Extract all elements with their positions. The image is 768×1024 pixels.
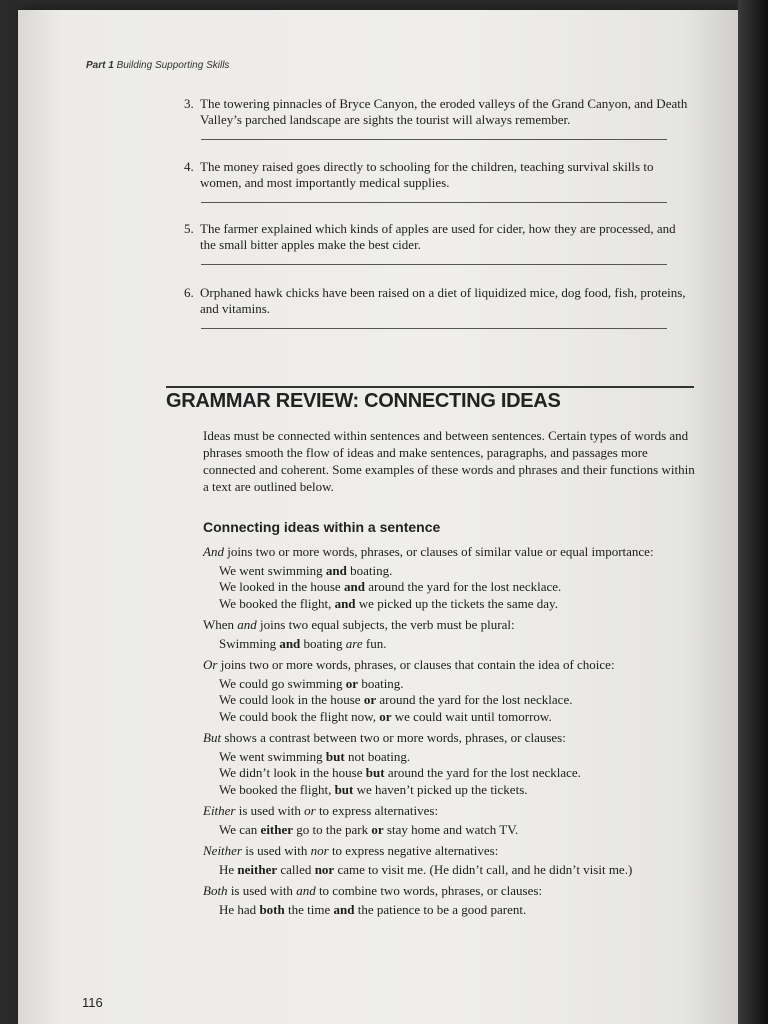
keyword-bold: but [325,748,345,764]
text-run: around the yard for the lost necklace. [376,692,573,707]
example-sentence [219,765,698,782]
rule-statement [203,544,698,561]
keyword-italic: and [296,883,316,898]
example-sentence [219,709,698,726]
keyword-bold: both [259,901,285,917]
exercise-number: 6. [184,285,194,300]
example-group [219,862,698,879]
example-group [219,822,698,839]
keyword-italic: Neither [203,843,242,858]
keyword-bold: nor [314,861,335,877]
example-sentence [219,749,698,766]
example-sentence [219,596,698,613]
text-run: boating [300,635,346,651]
example-sentence [219,902,698,919]
example-group [219,563,698,613]
keyword-bold: and [333,901,355,917]
text-run: we could wait until tomorrow. [391,708,552,724]
book-page [18,10,740,1024]
text-run: is used with [227,883,297,898]
exercise-text: Orphaned hawk chicks have been raised on a diet of liquidized mice, dog food, fish, proteins, and vitamins. [200,285,686,316]
running-head-part: Part 1 [86,60,114,71]
example-sentence [219,579,698,596]
text-run: We could go swimming [219,675,346,691]
subheading: Connecting ideas within a sentence [203,519,441,535]
exercise-text: The farmer explained which kinds of apples are used for cider, how they are processed, and the small bitter apples make the best cider. [200,221,676,252]
text-run: We looked in the house [219,579,344,594]
keyword-bold: or [379,708,392,724]
text-run: stay home and watch TV. [383,821,519,837]
example-sentence [219,862,698,879]
exercise-6 [184,285,694,329]
text-run: go to the park [293,821,372,837]
example-group [219,749,698,799]
rule-statement [203,803,698,820]
running-head [86,60,229,71]
answer-line[interactable] [201,139,667,140]
text-run: boating. [358,675,404,691]
text-run: is used with [235,803,305,818]
text-run: the time [284,901,334,917]
grammar-rules [203,544,698,923]
example-sentence [219,563,698,580]
keyword-bold: but [365,765,385,780]
text-run: came to visit me. (He didn’t call, and he didn’t visit me.) [334,861,633,877]
example-group [219,636,698,653]
keyword-bold: but [334,781,354,797]
keyword-bold: and [279,635,301,651]
answer-line[interactable] [201,328,667,329]
keyword-bold: and [325,562,347,578]
keyword-bold: either [260,821,294,837]
exercise-text: The towering pinnacles of Bryce Canyon, the eroded valleys of the Grand Canyon, and Death Valley’s parched landscape are sights the tourist will always remember. [200,96,688,127]
text-run: Swimming [219,635,280,651]
running-head-title: Building Supporting Skills [116,60,230,71]
exercise-4 [184,159,694,203]
text-run: fun. [362,635,387,651]
text-run: He [219,861,238,877]
book-spine-shadow [738,0,768,1024]
text-run: He had [219,901,260,917]
keyword-italic: Or [203,657,218,672]
example-group [219,676,698,726]
exercise-number: 3. [184,96,194,111]
text-run: joins two or more words, phrases, or clauses of similar value or equal importance: [223,544,654,559]
rule-statement [203,843,698,860]
keyword-italic: But [203,730,222,745]
exercise-5 [184,221,694,265]
exercise-number: 4. [184,159,194,174]
text-run: We could book the flight now, [219,708,380,724]
page-number: 116 [82,995,103,1010]
example-sentence [219,692,698,709]
keyword-bold: and [343,579,365,594]
text-run: we haven’t picked up the tickets. [353,781,528,797]
text-run: shows a contrast between two or more words, phrases, or clauses: [221,730,566,745]
keyword-italic: Either [203,803,236,818]
example-group [219,902,698,919]
rule-statement [203,730,698,747]
text-run: We could look in the house [219,692,364,707]
text-run: joins two or more words, phrases, or clauses that contain the idea of choice: [217,657,615,672]
text-run: We booked the flight, [219,595,335,611]
text-run: We went swimming [219,562,326,578]
example-sentence [219,636,698,653]
text-run: called [277,861,315,877]
answer-line[interactable] [201,264,667,265]
rule-statement [203,617,698,634]
keyword-italic: nor [310,843,329,858]
text-run: is used with [242,843,311,858]
text-run: around the yard for the lost necklace. [364,579,562,594]
section-divider [166,386,694,388]
rule-statement [203,657,698,674]
text-run: we picked up the tickets the same day. [355,595,558,611]
text-run: We booked the flight, [219,781,335,797]
text-run: boating. [346,562,393,578]
exercise-3 [184,96,694,140]
text-run: around the yard for the lost necklace. [384,765,581,780]
section-title: GRAMMAR REVIEW: CONNECTING IDEAS [166,390,561,412]
text-run: We didn’t look in the house [219,765,366,780]
text-run: When [203,617,238,632]
keyword-bold: neither [237,861,278,877]
text-run: to express alternatives: [315,803,439,818]
keyword-bold: or [363,692,377,707]
text-run: joins two equal subjects, the verb must be plural: [256,617,515,632]
example-sentence [219,676,698,693]
exercise-number: 5. [184,221,194,236]
rule-statement [203,883,698,900]
example-sentence [219,822,698,839]
intro-paragraph: Ideas must be connected within sentences and between sentences. Certain types of words and phrases smooth the flow of ideas and make sentences, paragraphs, and passages more connected and coherent. Some examples of these words and phrases and their functions within a text are outlined below. [203,428,695,494]
keyword-bold: or [371,821,384,837]
answer-line[interactable] [201,202,667,203]
text-run: We can [219,821,261,837]
exercise-text: The money raised goes directly to schooling for the children, teaching survival skills to women, and most importantly medical supplies. [200,159,654,190]
keyword-italic: or [304,803,316,818]
text-run: to express negative alternatives: [328,843,499,858]
keyword-bold: and [334,595,356,611]
text-run: the patience to be a good parent. [354,901,527,917]
keyword-bold: or [345,675,359,691]
text-run: to combine two words, phrases, or clauses: [315,883,543,898]
keyword-italic: and [237,617,257,632]
keyword-italic: are [345,635,363,651]
text-run: We went swimming [219,748,326,764]
example-sentence [219,782,698,799]
keyword-italic: Both [203,883,228,898]
keyword-italic: And [203,544,224,559]
text-run: not boating. [344,748,411,764]
